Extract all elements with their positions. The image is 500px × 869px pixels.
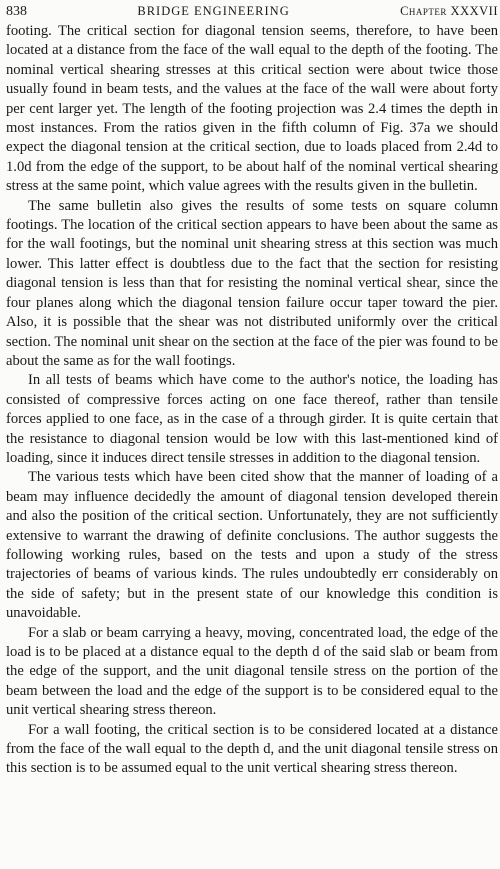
page-number: 838 [6,4,27,19]
paragraph-3: In all tests of beams which have come to the author's notice, the loading has consisted of compressive forces acting on one face thereof, rather than tensile forces applied to one face, as in the case of a through girder. It is quite certain that the resistance to diagonal tension would be low with this last-mentioned kind of loading, since it induces direct tensile stresses in addition to the diagonal tension. [6,372,498,466]
chapter-label: Chapter XXXVII [400,4,498,18]
paragraph-1: footing. The critical section for diagonal tension seems, therefore, to have been located at a distance from the face of the wall equal to the depth of the footing. The nominal vertical shearing stresses at this critical section were about twice those usually found in beam tests, and the values at the face of the wall were about forty per cent larger yet. The length of the footing projection was 2.4 times the depth in most instances. From the ratios given in the fifth column of Fig. 37a we should expect the diagonal tension at the critical section, due to loads placed from 2.4d to 1.0d from the edge of the support, to be about half of the nominal vertical shearing stress at the same point, which value agrees with the results given in the bulletin. [6,23,498,195]
paragraph-4: The various tests which have been cited show that the manner of loading of a beam may influence decidedly the amount of diagonal tension developed therein and also the position of the critical section. Unfortunately, they are not sufficiently extensive to warrant the drawing of definite conclusions. The author suggests the following working rules, based on the tests and upon a study of the stress trajectories of beams of various kinds. The rules undoubtedly err considerably on the side of safety; but in the present state of our knowledge this condition is unavoidable. [6,469,498,622]
paragraph-2: The same bulletin also gives the results of some tests on square column footings. The location of the critical section appears to have been about the same as for the wall footings, but the nominal unit shearing stress at this section was much lower. This latter effect is doubtless due to the fact that the section for resisting diagonal tension is less than that for resisting the nominal vertical shear, since the four planes along which the diagonal tension failure occur taper toward the pier. Also, it is possible that the shear was not distributed uniformly over the critical section. The nominal unit shear on the section at the face of the pier was found to be about the same as for the wall footings. [6,197,498,369]
running-title: BRIDGE ENGINEERING [137,4,290,18]
running-header [6,0,498,22]
page-body [6,22,498,779]
paragraph-5: For a slab or beam carrying a heavy, moving, concentrated load, the edge of the load is to be placed at a distance equal to the depth d of the said slab or beam from the edge of the support, and the unit diagonal tensile stress on the portion of the beam between the load and the edge of the support is to be considered equal to the unit vertical shearing stress thereon. [6,624,498,719]
paragraph-6: For a wall footing, the critical section is to be considered located at a distance from the face of the wall equal to the depth d, and the unit diagonal tensile stress on this section is to be assumed equal to the unit vertical shearing stress thereon. [6,721,498,777]
